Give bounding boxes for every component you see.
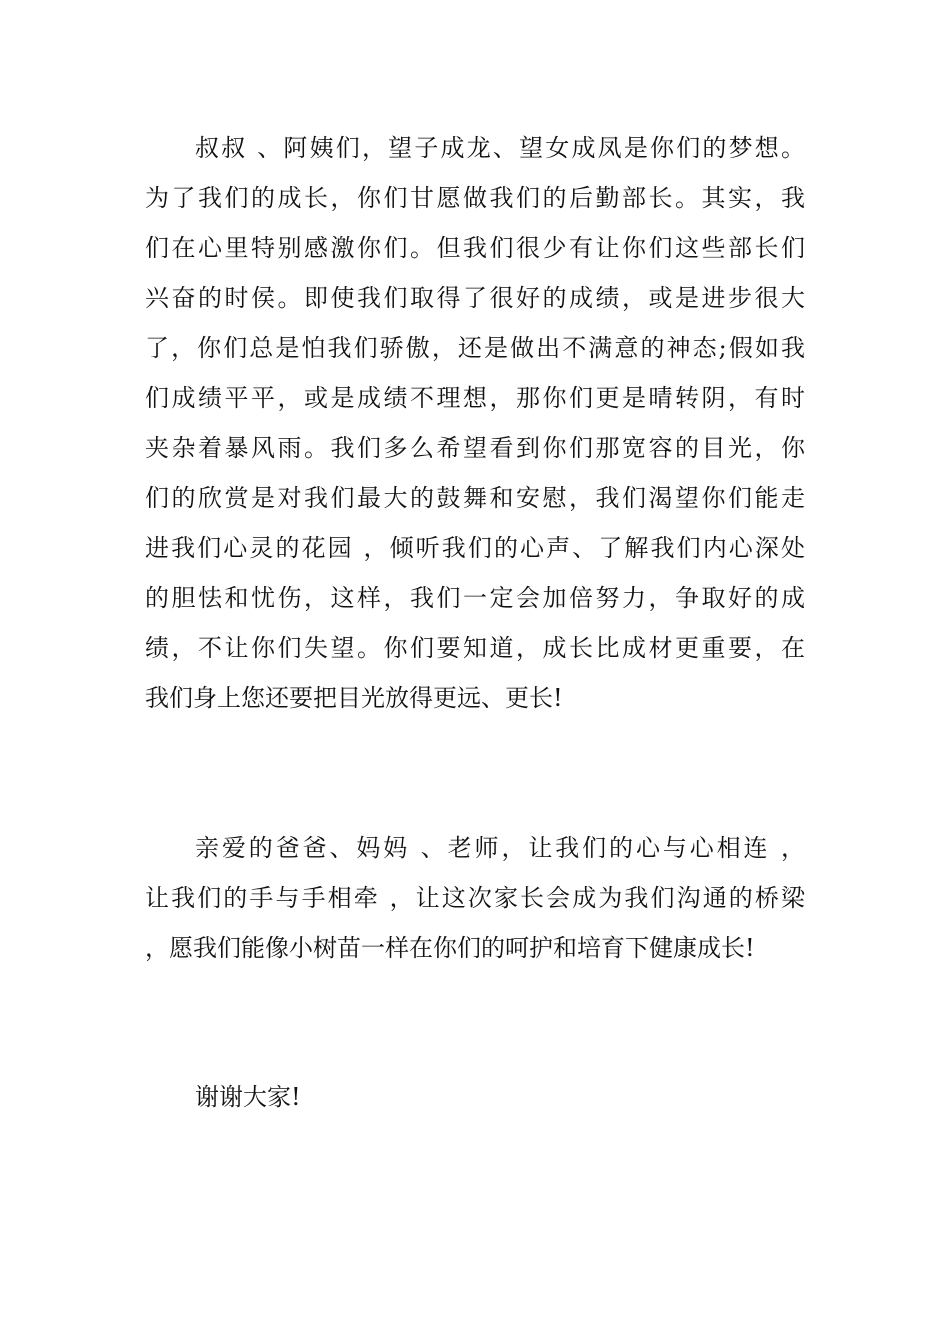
closing-line: 谢谢大家! <box>195 1083 301 1111</box>
paragraph-line: 绩，不让你们失望。你们要知道，成长比成材更重要，在 <box>145 634 805 662</box>
paragraph-line: ，愿我们能像小树苗一样在你们的呵护和培育下健康成长! <box>145 934 755 962</box>
paragraph-line: 们在心里特别感激你们。但我们很少有让你们这些部长们 <box>145 234 805 262</box>
paragraph-line: 亲爱的爸爸、妈妈 、老师，让我们的心与心相连 ， <box>195 834 805 862</box>
paragraph-line: 了，你们总是怕我们骄傲，还是做出不满意的神态;假如我 <box>145 334 805 362</box>
paragraph-line: 让我们的手与手相牵 ，让这次家长会成为我们沟通的桥梁 <box>145 884 805 912</box>
paragraph-line: 兴奋的时侯。即使我们取得了很好的成绩，或是进步很大 <box>145 284 805 312</box>
paragraph-line: 的胆怯和忧伤，这样，我们一定会加倍努力，争取好的成 <box>145 584 805 612</box>
paragraph-line: 叔叔 、阿姨们，望子成龙、望女成凤是你们的梦想。 <box>195 134 805 162</box>
paragraph-line: 们成绩平平，或是成绩不理想，那你们更是晴转阴，有时 <box>145 384 805 412</box>
paragraph-line: 进我们心灵的花园 ，倾听我们的心声、了解我们内心深处 <box>145 534 805 562</box>
paragraph-line: 们的欣赏是对我们最大的鼓舞和安慰，我们渴望你们能走 <box>145 484 805 512</box>
paragraph-line: 为了我们的成长，你们甘愿做我们的后勤部长。其实，我 <box>145 184 805 212</box>
paragraph-line: 夹杂着暴风雨。我们多么希望看到你们那宽容的目光，你 <box>145 434 805 462</box>
paragraph-line: 我们身上您还要把目光放得更远、更长! <box>145 684 563 712</box>
